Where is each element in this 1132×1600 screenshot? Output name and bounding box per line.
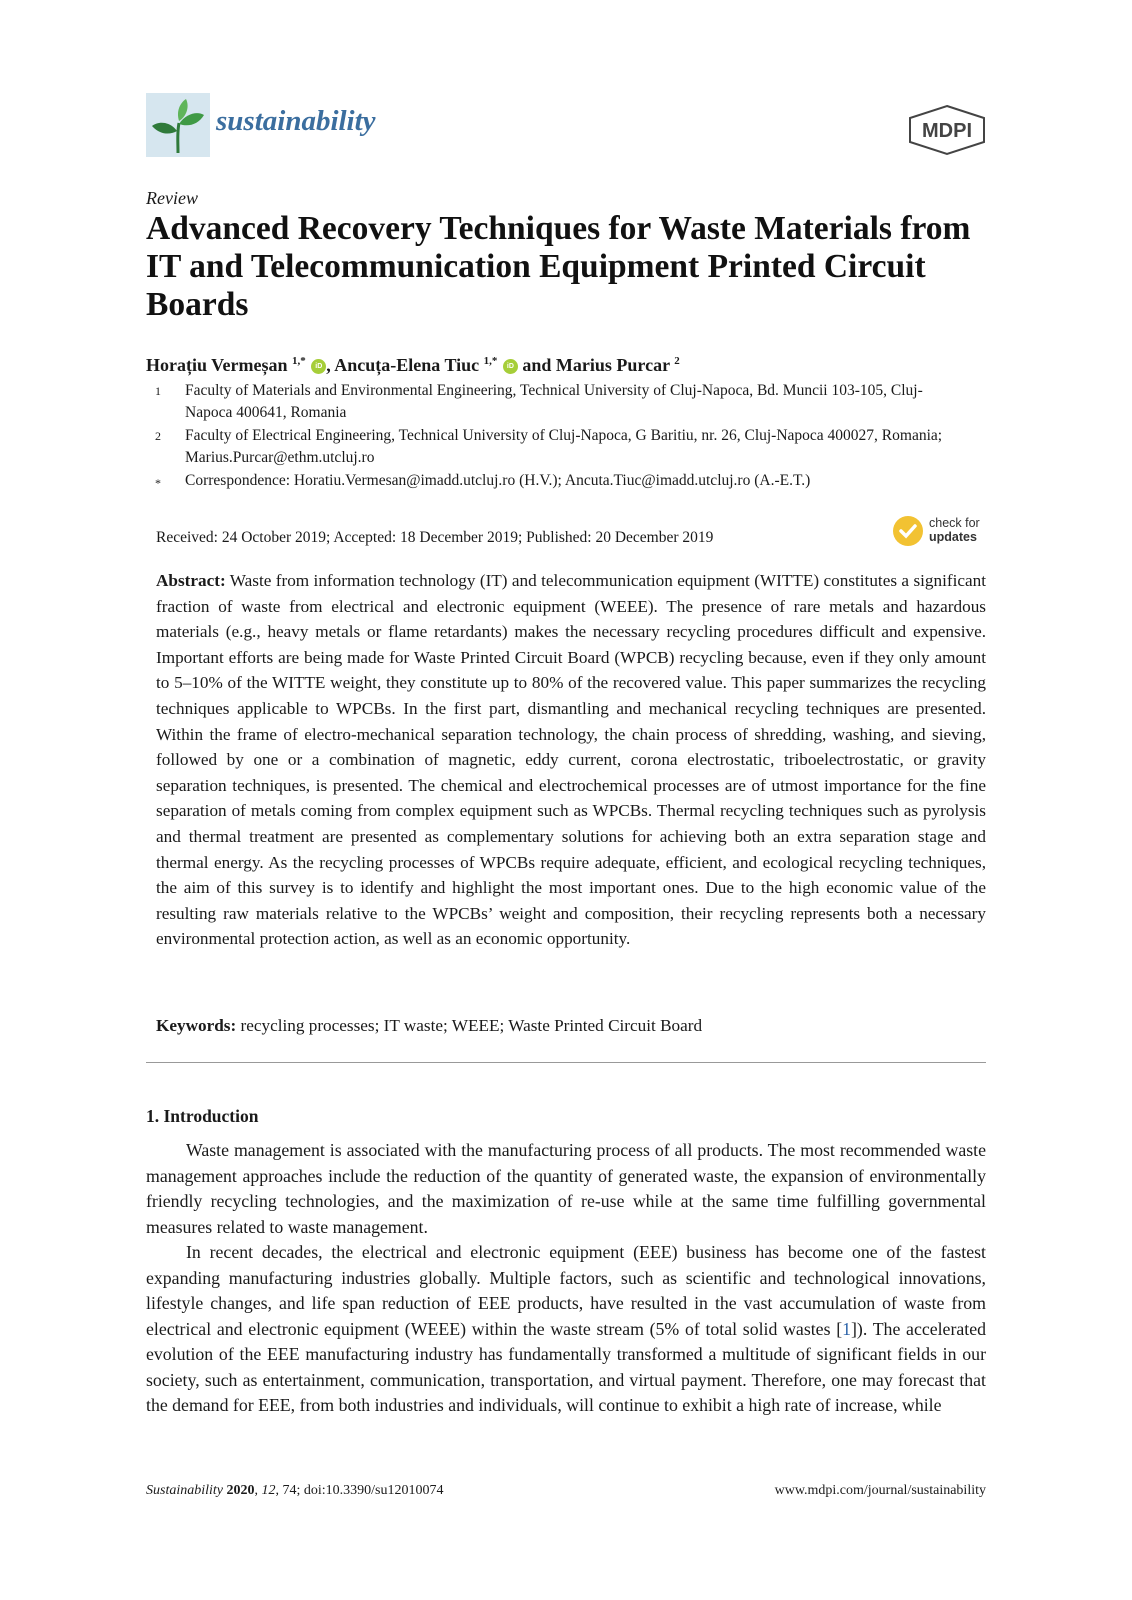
footer-journal: Sustainability bbox=[146, 1483, 223, 1498]
footer-citation: Sustainability 2020, 12, 74; doi:10.3390/su12010074 bbox=[146, 1483, 444, 1498]
paper-title: Advanced Recovery Techniques for Waste Materials from IT and Telecommunication Equipment Printed Circuit Boards bbox=[146, 210, 971, 323]
footer-url[interactable]: www.mdpi.com/journal/sustainability bbox=[774, 1483, 986, 1498]
correspondence-mark: * bbox=[155, 476, 161, 490]
check-badge-line1: check for bbox=[929, 516, 980, 530]
footer-doi: , 74; doi:10.3390/su12010074 bbox=[275, 1483, 444, 1498]
abstract bbox=[156, 568, 986, 952]
paragraph: Waste management is associated with the manufacturing process of all products. The most recommended waste management approaches include the reduction of the quantity of generated waste, the expansion of environmentally friendly recycling technologies, and the maximization of re-use while at the same time fulfilling governmental measures related to waste management. bbox=[146, 1140, 986, 1237]
affiliation-mark: 2 bbox=[155, 429, 161, 443]
check-for-updates-badge[interactable] bbox=[893, 514, 993, 550]
mdpi-logo bbox=[906, 104, 988, 156]
author-name: Marius Purcar bbox=[555, 355, 670, 375]
keywords bbox=[156, 1016, 986, 1036]
abstract-text: Waste from information technology (IT) and telecommunication equipment (WITTE) constitutes a significant fraction of waste from electrical and electronic equipment (WEEE). The presence of rare metals and hazardous materials (e.g., heavy metals or flame retardants) makes the necessary recycling procedures difficult and expensive. Important efforts are being made for Waste Printed Circuit Board (WPCB) recycling because, even if they only amount to 5–10% of the WITTE weight, they constitute up to 80% of the recovered value. This paper summarizes the recycling techniques applicable to WPCBs. In the first part, dismantling and mechanical recycling techniques are presented. Within the frame of electro-mechanical separation technology, the chain process of shredding, washing, and sieving, followed by one or a combination of magnetic, eddy current, corona electrostatic, triboelectrostatic, or gravity separation techniques, is presented. The chemical and electrochemical processes are of utmost importance for the fine separation of metals coming from complex equipment such as WPCBs. Thermal recycling techniques such as pyrolysis and thermal treatment are presented as complementary solutions for achieving both an extra separation stage and thermal energy. As the recycling processes of WPCBs require adequate, efficient, and ecological recycling techniques, the aim of this survey is to identify and highlight the most important ones. Due to the high economic value of the resulting raw materials relative to the WPCBs’ weight and composition, their recycling represents both a necessary environmental protection action, as well as an economic opportunity. bbox=[156, 571, 986, 949]
affiliation-text: Faculty of Electrical Engineering, Technical University of Cluj-Napoca, G Baritiu, nr. 26, Cluj-Napoca 400027, Romania; Marius.Purcar@ethm.utcluj.ro bbox=[185, 427, 943, 466]
footer-volume: 12 bbox=[261, 1483, 276, 1498]
correspondence-text: Correspondence: Horatiu.Vermesan@imadd.utcluj.ro (H.V.); Ancuta.Tiuc@imadd.utcluj.ro (A.-E.T.) bbox=[185, 472, 811, 489]
author-affil-mark: 1,* bbox=[483, 355, 498, 367]
article-type: Review bbox=[146, 188, 198, 208]
section-heading: 1. Introduction bbox=[146, 1106, 259, 1126]
author-affil-mark: 2 bbox=[674, 355, 680, 367]
publication-dates: Received: 24 October 2019; Accepted: 18 December 2019; Published: 20 December 2019 bbox=[156, 529, 714, 546]
keywords-text: recycling processes; IT waste; WEEE; Waste Printed Circuit Board bbox=[240, 1016, 703, 1035]
abstract-label: Abstract: bbox=[156, 571, 226, 590]
paragraph bbox=[146, 1240, 986, 1419]
sprout-icon bbox=[146, 93, 210, 157]
check-badge-line2: updates bbox=[929, 530, 977, 544]
check-badge-text bbox=[929, 516, 980, 544]
journal-name: sustainability bbox=[216, 105, 376, 137]
affiliation-text: Faculty of Materials and Environmental Engineering, Technical University of Cluj-Napoca, Bd. Muncii 103-105, Cluj-Napoca 400641, Romania bbox=[185, 382, 923, 421]
orcid-icon[interactable]: iD bbox=[311, 359, 326, 374]
paragraph-text: ]). The accelerated evolution of the EEE manufacturing industry has fundamentally transformed a multitude of significant fields in our society, such as entertainment, communication, transportation, and virtual payment. Therefore, one may forecast that the demand for EEE, from both industries and individuals, will continue to exhibit a high rate of increase, while bbox=[146, 1318, 986, 1415]
checkmark-icon bbox=[893, 516, 923, 546]
keywords-label: Keywords: bbox=[156, 1016, 237, 1035]
author-separator: and bbox=[517, 355, 556, 375]
author-name: Horațiu Vermeșan bbox=[146, 355, 288, 375]
author-list bbox=[146, 355, 680, 376]
paragraph-text: In recent decades, the electrical and electronic equipment (EEE) business has become one of the fastest expanding manufacturing industries globally. Multiple factors, such as scientific and technological innovations, lifestyle changes, and life span reduction of EEE products, have resulted in the vast accumulation of waste from electrical and electronic equipment (WEEE) within the waste stream (5% of total solid wastes [ bbox=[146, 1242, 986, 1339]
divider bbox=[146, 1062, 986, 1063]
journal-logo bbox=[146, 93, 210, 157]
author-name: Ancuța-Elena Tiuc bbox=[334, 355, 480, 375]
author-separator: , bbox=[326, 355, 335, 375]
footer-year: 2020 bbox=[226, 1483, 255, 1498]
mdpi-logo-text: MDPI bbox=[922, 120, 972, 142]
affiliation-mark: 1 bbox=[155, 384, 161, 398]
author-affil-mark: 1,* bbox=[292, 355, 306, 367]
citation-link[interactable]: 1 bbox=[842, 1318, 852, 1339]
orcid-icon[interactable]: iD bbox=[503, 359, 518, 374]
